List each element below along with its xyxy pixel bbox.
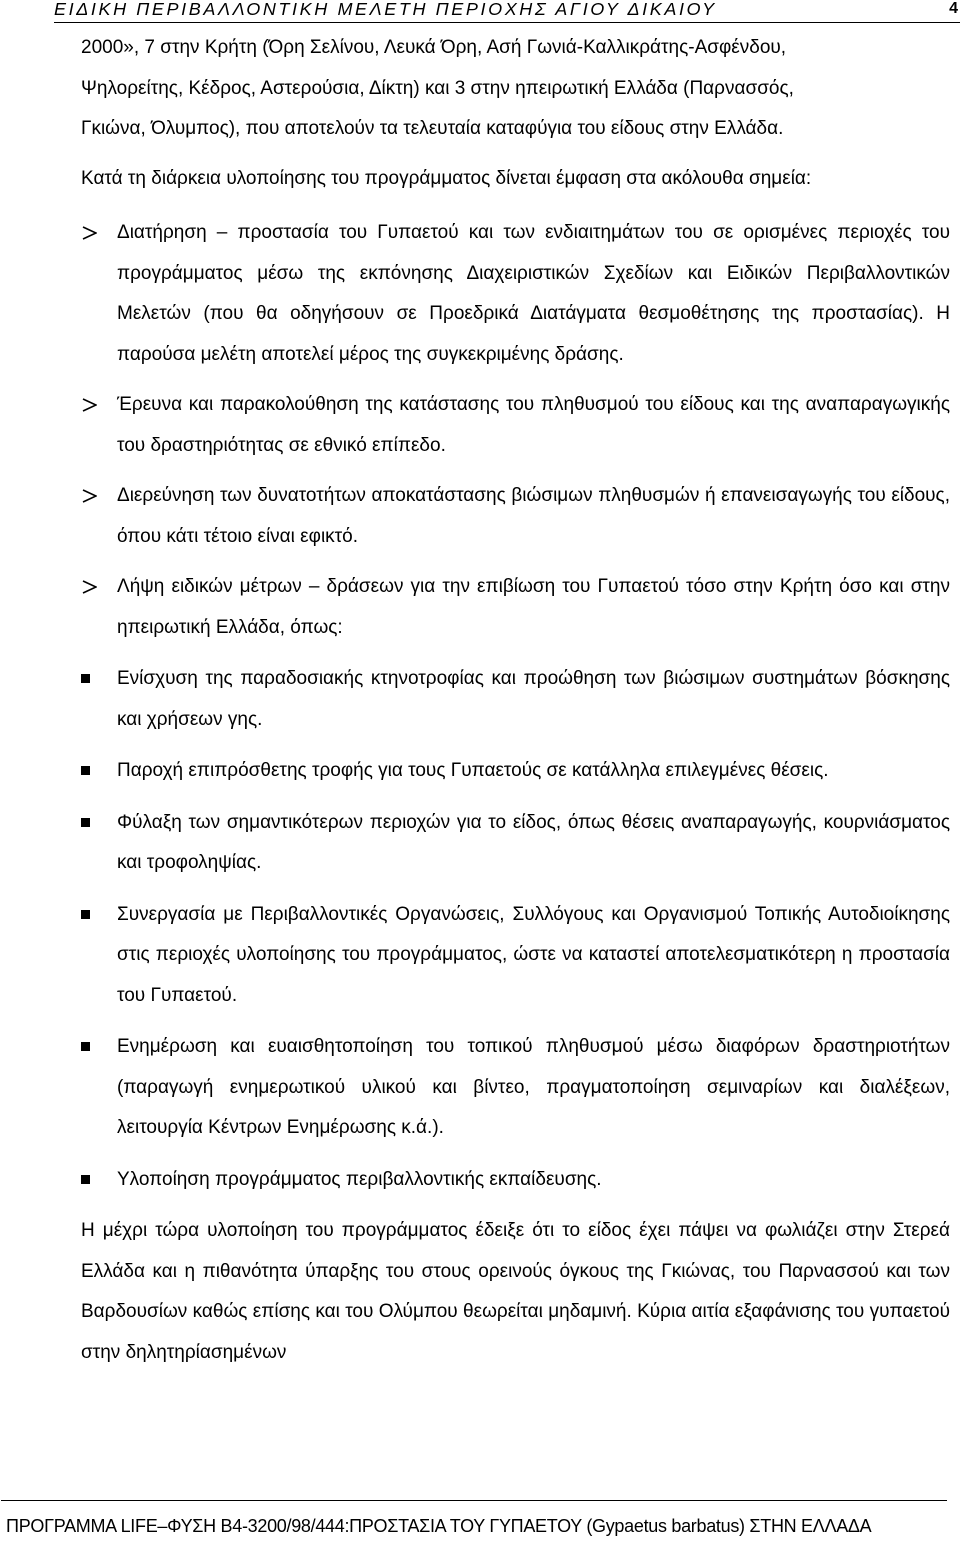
list-item	[81, 1160, 950, 1201]
square-bullet-icon	[81, 674, 90, 683]
list-item-text: Συνεργασία με Περιβαλλοντικές Οργανώσεις, Συλλόγους και Οργανισμού Τοπικής Αυτοδιοίκησης στις περιοχές υλοποίησης του προγράμματος, ώστε να καταστεί αποτελεσματικότερη η προστασία του Γυπαετού.	[117, 903, 950, 1006]
list-item-text: Διατήρηση – προστασία του Γυπαετού και των ενδιαιτημάτων του σε ορισμένες περιοχές του προγράμματος μέσω της εκπόνησης Διαχειριστικών Σχεδίων και Ειδικών Περιβαλλοντικών Μελετών (που θα οδηγήσουν σε Προεδρικά Διατάγματα θεσμοθέτησης της προστασίας). Η παρούσα μελέτη αποτελεί μέρος της συγκεκριμένης δράσης.	[117, 222, 950, 365]
square-bullet-icon	[81, 910, 90, 919]
list-item-text: Ενημέρωση και ευαισθητοποίηση του τοπικού πληθυσμού μέσω διαφόρων δραστηριοτήτων (παραγωγή ενημερωτικού υλικού και βίντεο, πραγματοποίηση σεμιναρίων και διαλέξεων, λειτουργία Κέντρων Ενημέρωσης κ.ά.).	[117, 1036, 950, 1138]
square-bullet-icon	[81, 1175, 90, 1184]
list-item-text: Υλοποίηση προγράμματος περιβαλλοντικής εκπαίδευσης.	[117, 1168, 602, 1190]
arrow-bullet-icon	[82, 489, 97, 503]
list-item	[81, 659, 950, 740]
list-item	[81, 385, 950, 466]
list-item-text: Φύλαξη των σημαντικότερων περιοχών για το είδος, όπως θέσεις αναπαραγωγής, κουρνιάσματος και τροφοληψίας.	[117, 811, 950, 873]
closing-paragraph: Η μέχρι τώρα υλοποίηση του προγράμματος έδειξε ότι το είδος έχει πάψει να φωλιάζει στην Στερεά Ελλάδα και η πιθανότητα ύπαρξης του στους ορεινούς όγκους της Γκιώνας, του Παρνασσού και των Βαρδουσίων καθώς επίσης και του Ολύμπου θεωρείται μηδαμινή. Κύρια αιτία εξαφάνισης του γυπαετού στην δηλητηρίασημένων	[81, 1220, 950, 1363]
list-item-text: Ενίσχυση της παραδοσιακής κτηνοτροφίας και προώθηση των βιώσιμων συστημάτων βόσκησης και χρήσεων γης.	[117, 668, 950, 730]
document-body	[81, 28, 950, 1373]
lead-paragraph: Κατά τη διάρκεια υλοποίησης του προγράμματος δίνεται έμφαση στα ακόλουθα σημεία:	[81, 167, 812, 189]
list-item-text: Έρευνα και παρακολούθηση της κατάστασης του πληθυσμού του είδους και της αναπαραγωγικής του δραστηριότητας σε εθνικό επίπεδο.	[117, 394, 950, 456]
list-item	[81, 567, 950, 648]
list-item	[81, 1027, 950, 1149]
list-item	[81, 476, 950, 557]
list-item	[81, 213, 950, 375]
list-item	[81, 803, 950, 884]
footer-divider	[1, 1500, 947, 1501]
arrow-bullet-icon	[82, 580, 97, 594]
page-number: 4	[949, 0, 958, 17]
list-item-text: Λήψη ειδικών μέτρων – δράσεων για την επιβίωση του Γυπαετού τόσο στην Κρήτη όσο και στην ηπειρωτική Ελλάδα, όπως:	[117, 576, 950, 638]
page-header	[54, 0, 960, 23]
footer-text: ΠΡΟΓΡΑΜΜΑ LIFE–ΦΥΣΗ Β4-3200/98/444:ΠΡΟΣΤΑΣΙΑ ΤΟΥ ΓΥΠΑΕΤΟΥ (Gypaetus barbatus) ΣΤΗΝ ΕΛΛΑΔΑ	[6, 1516, 872, 1536]
intro-line: Γκιώνα, Όλυμπος), που αποτελούν τα τελευταία καταφύγια του είδους στην Ελλάδα.	[81, 118, 784, 139]
list-item	[81, 751, 950, 792]
arrow-bullet-icon	[82, 398, 97, 412]
list-item-text: Διερεύνηση των δυνατοτήτων αποκατάστασης βιώσιμων πληθυσμών ή επανεισαγωγής του είδους, όπου κάτι τέτοιο είναι εφικτό.	[117, 485, 950, 547]
intro-line: 2000», 7 στην Κρήτη (Όρη Σελίνου, Λευκά Όρη, Ασή Γωνιά-Καλλικράτης-Ασφένδου,	[81, 37, 787, 58]
intro-line: Ψηλορείτης, Κέδρος, Αστερούσια, Δίκτη) και 3 στην ηπειρωτική Ελλάδα (Παρνασσός,	[81, 77, 794, 99]
list-item	[81, 895, 950, 1017]
list-item-text: Παροχή επιπρόσθετης τροφής για τους Γυπαετούς σε κατάλληλα επιλεγμένες θέσεις.	[117, 760, 829, 781]
square-bullet-icon	[81, 766, 90, 775]
header-title: ΕΙΔΙΚΗ ΠΕΡΙΒΑΛΛΟΝΤΙΚΗ ΜΕΛΕΤΗ ΠΕΡΙΟΧΗΣ ΑΓΙΟΥ ΔΙΚΑΙΟΥ	[54, 0, 717, 19]
arrow-bullet-icon	[82, 226, 97, 240]
square-bullet-icon	[81, 818, 90, 827]
square-bullet-icon	[81, 1042, 90, 1051]
